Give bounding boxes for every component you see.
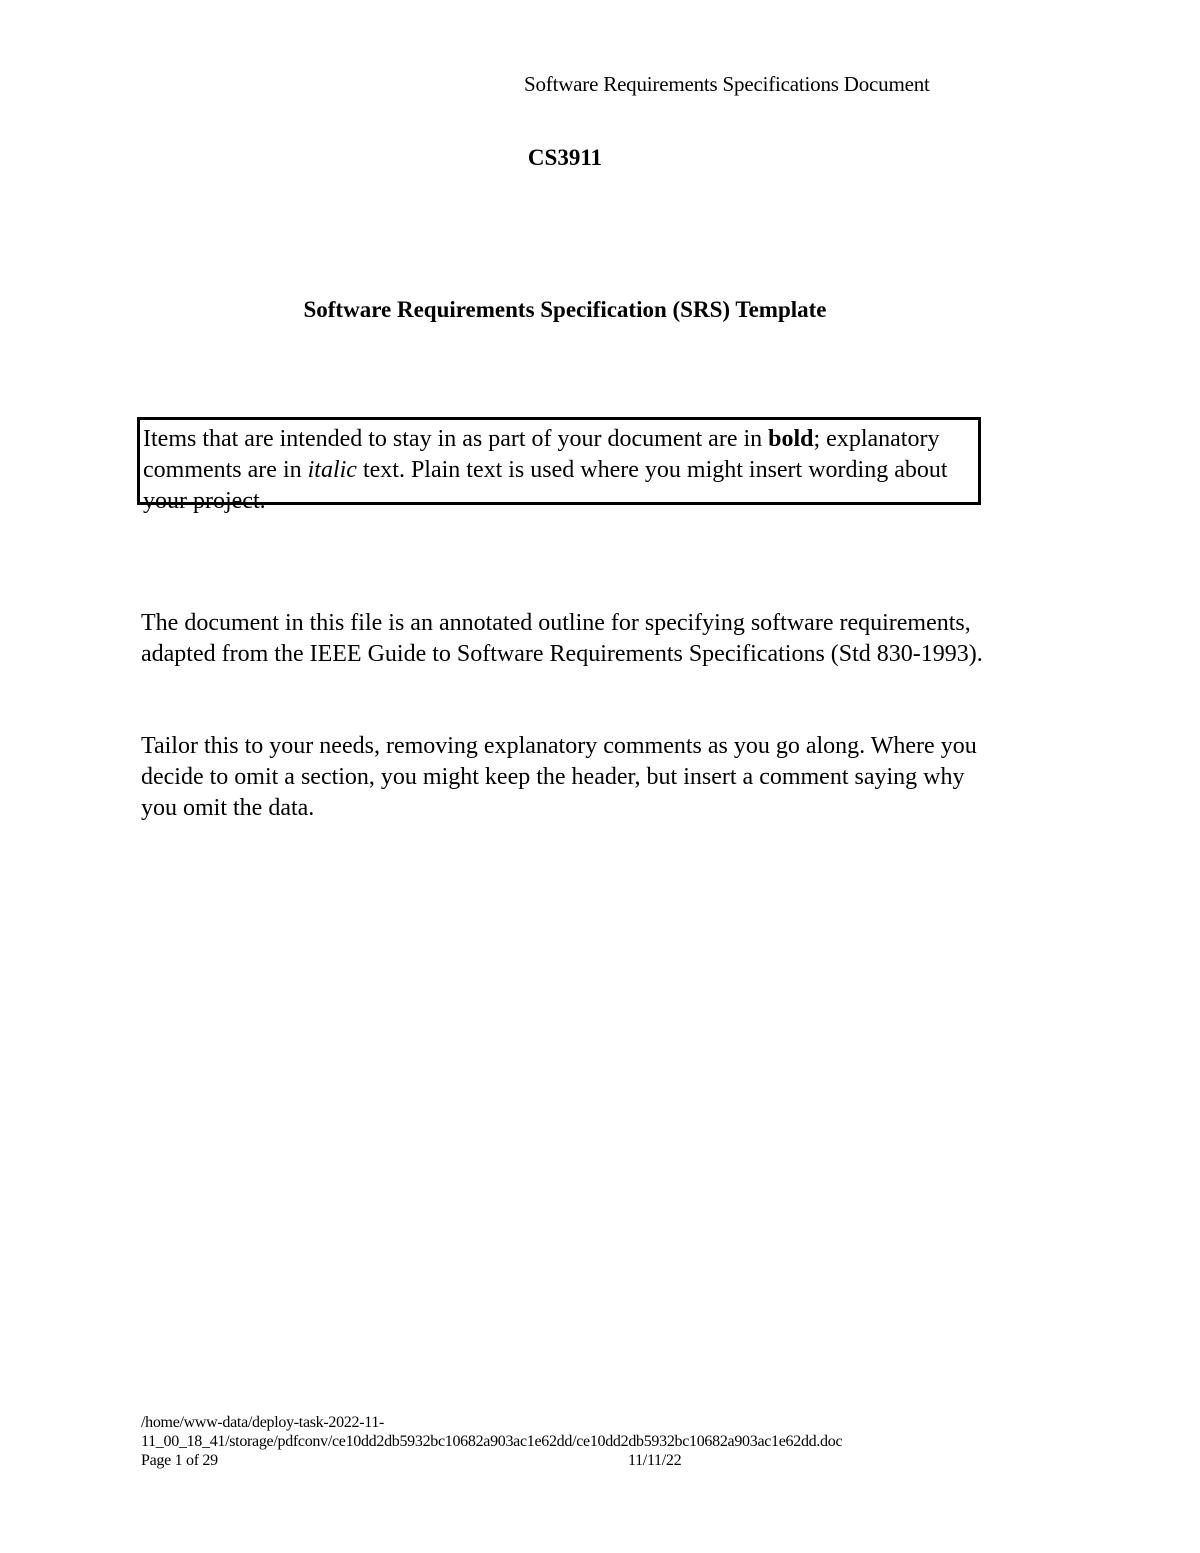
- footer-date: 11/11/22: [628, 1452, 682, 1469]
- formatting-note-box: [137, 417, 981, 514]
- page-number: Page 1 of 29: [141, 1452, 218, 1469]
- course-code: CS3911: [527, 145, 603, 170]
- running-header: Software Requirements Specifications Document: [524, 72, 930, 96]
- footer-path-line-2: 11_00_18_41/storage/pdfconv/ce10dd2db5932bc10682a903ac1e62dd/ce10dd2db5932bc10682a903ac1e62dd.doc: [141, 1433, 843, 1450]
- page-footer: [141, 1413, 842, 1470]
- note-text-part2: ; explanatory comments are in: [143, 426, 940, 483]
- footer-page-row: [141, 1451, 842, 1470]
- note-text-part3: text. Plain text is used where you might insert wording about your project.: [143, 457, 948, 514]
- note-italic-word: italic: [307, 457, 357, 483]
- note-text-part1: Items that are intended to stay in as part of your document are in: [143, 426, 769, 452]
- footer-path-line-1: /home/www-data/deploy-task-2022-11-: [141, 1414, 385, 1431]
- note-bold-word: bold: [768, 426, 814, 452]
- document-title: Software Requirements Specification (SRS) Template: [303, 297, 827, 322]
- intro-paragraph: The document in this file is an annotated outline for specifying software requirements, adapted from the IEEE Guide to Software Requirements Specifications (Std 830-1993).: [141, 610, 983, 667]
- tailoring-paragraph: Tailor this to your needs, removing explanatory comments as you go along. Where you decide to omit a section, you might keep the header, but insert a comment saying why you omit the data.: [141, 733, 977, 821]
